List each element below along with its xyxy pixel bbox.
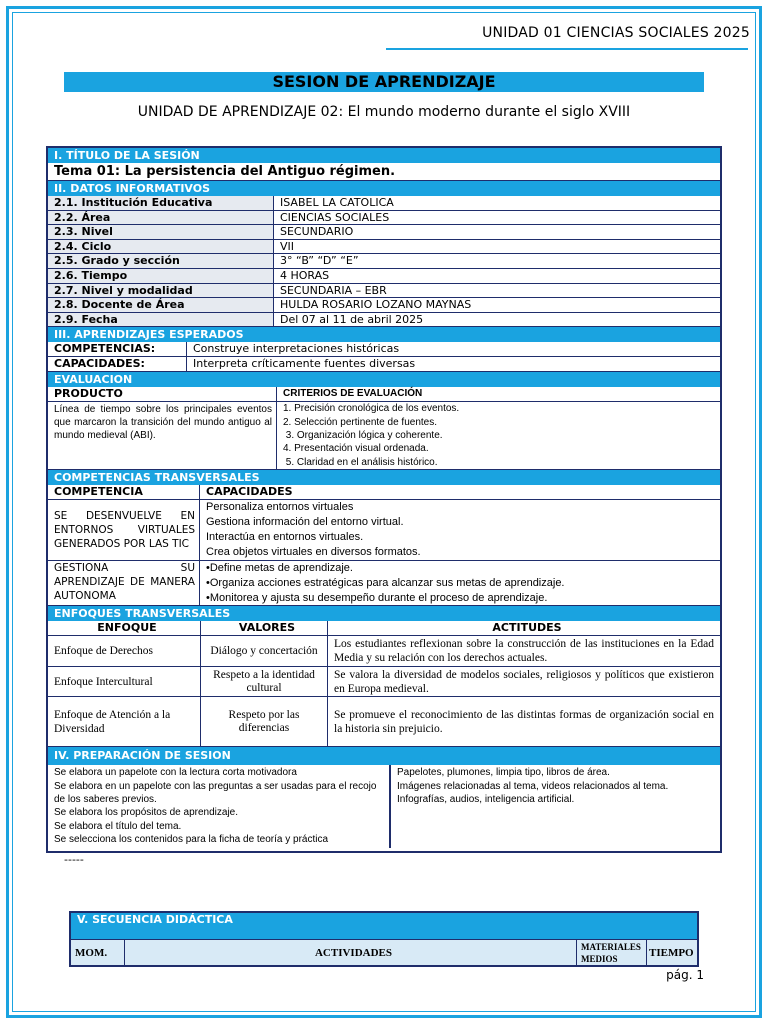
time-header: TIEMPO [649,947,694,959]
preparation-material: Papelotes, plumones, limpia tipo, libros de área. [397,767,610,779]
preparation-heading: IV. PREPARACIÓN DE SESION [48,747,720,765]
capacity-item: Interactúa en entornos virtuales. [206,531,364,544]
capacity-item: Crea objetos virtuales en diversos formatos. [206,546,421,559]
section-learning-heading: III. APRENDIZAJES ESPERADOS [48,327,720,342]
transversal-row [48,561,720,606]
section-title-heading: I. TÍTULO DE LA SESIÓN [48,148,720,163]
info-row [48,269,720,284]
info-label: 2.5. Grado y sección [48,254,274,268]
criterion-item: 5. Claridad en el análisis histórico. [283,456,438,468]
approach-attitudes: Se promueve el reconocimiento de las distintas formas de organización social en la historia sin prejuicio. [334,708,714,735]
learning-label: CAPACIDADES: [48,357,187,371]
section-info-heading: II. DATOS INFORMATIVOS [48,181,720,196]
evaluation-body-row [48,402,720,470]
capacities-list [200,561,565,605]
approaches-header-row [48,621,720,636]
sequence-table [69,911,699,967]
preparation-tasks [48,765,391,848]
preparation-task: Se elabora los propósitos de aprendizaje. [54,807,239,819]
preparation-row [48,765,720,848]
info-row [48,313,720,328]
capacity-item: •Organiza acciones estratégicas para alcanzar sus metas de aprendizaje. [206,577,565,590]
info-row [48,211,720,226]
dashes: ----- [64,853,84,866]
approach-name: Enfoque Intercultural [48,667,201,696]
materials-header-line1: MATERIALES [581,942,641,952]
info-row [48,240,720,255]
approach-row [48,667,720,697]
info-value: SECUNDARIA – EBR [280,283,387,297]
info-row [48,225,720,240]
materials-header-line2: MEDIOS [581,954,618,964]
preparation-materials [391,765,720,848]
capacity-item: •Define metas de aprendizaje. [206,562,353,575]
criterion-item: 4. Presentación visual ordenada. [283,443,429,455]
competence-text: GESTIONA SU APRENDIZAJE DE MANERA AUTONOMA [48,561,200,605]
info-value: 3° “B” “D” “E” [280,254,359,268]
info-label: 2.6. Tiempo [48,269,274,283]
preparation-task: Se selecciona los contenidos para la ficha de teoría y práctica [54,833,329,845]
approaches-heading: ENFOQUES TRANSVERSALES [48,606,720,621]
learning-value: Interpreta críticamente fuentes diversas [193,357,416,371]
session-title: SESION DE APRENDIZAJE [64,72,704,92]
approach-name: Enfoque de Atención a la Diversidad [48,697,201,746]
session-theme: Tema 01: La persistencia del Antiguo régimen. [48,163,720,181]
approach-values: Respeto a la identidad cultural [201,667,328,696]
criterion-item: 2. Selección pertinente de fuentes. [283,416,437,428]
capacities-header: CAPACIDADES [206,485,293,499]
approach-row [48,636,720,667]
page-number: pág. 1 [666,968,704,982]
transversal-competencies-heading: COMPETENCIAS TRANSVERSALES [48,470,720,485]
header-unit-title: UNIDAD 01 CIENCIAS SOCIALES 2025 [482,25,750,41]
unit-subtitle: UNIDAD DE APRENDIZAJE 02: El mundo moderno durante el siglo XVIII [137,104,631,120]
capacity-item: Gestiona información del entorno virtual. [206,516,404,529]
preparation-material: Infografías, audios, inteligencia artificial. [397,793,575,805]
info-value: ISABEL LA CATOLICA [280,196,394,209]
sequence-header-row [71,939,697,965]
info-value: VII [280,239,295,253]
header-rule [386,48,748,50]
info-value: CIENCIAS SOCIALES [280,210,390,224]
values-header: VALORES [201,621,328,635]
preparation-task: Se elabora el título del tema. [54,820,182,832]
transversal-row [48,500,720,561]
preparation-task: Se elabora un papelote con la lectura corta motivadora [54,767,297,779]
materials-header [577,940,647,965]
attitudes-header: ACTITUDES [492,621,562,635]
approach-values: Respeto por las diferencias [201,697,328,746]
transversal-header-row [48,485,720,500]
info-value: 4 HORAS [280,268,330,282]
approach-name: Enfoque de Derechos [48,636,201,666]
competence-header: COMPETENCIA [48,485,200,499]
preparation-material: Imágenes relacionadas al tema, videos relacionados al tema. [397,780,669,792]
approach-rows [48,636,720,747]
info-label: 2.8. Docente de Área [48,298,274,312]
info-label: 2.2. Área [48,211,274,225]
criterion-item: 3. Organización lógica y coherente. [283,429,443,441]
learning-row [48,342,720,357]
info-rows [48,196,720,327]
approach-header: ENFOQUE [48,621,201,635]
approach-attitudes: Se valora la diversidad de modelos sociales, religiosos y políticos que existieron en Europa medieval. [334,668,714,695]
capacity-item: •Monitorea y ajusta su desempeño durante el proceso de aprendizaje. [206,592,548,605]
info-label: 2.7. Nivel y modalidad [48,284,274,298]
sequence-heading: V. SECUENCIA DIDÁCTICA [71,913,697,939]
product-description: Línea de tiempo sobre los principales eventos que marcaron la transición del mundo antiguo al mundo medieval (ABI). [48,402,277,469]
info-row [48,284,720,299]
criterion-item: 1. Precisión cronológica de los eventos. [283,403,460,415]
competence-text: SE DESENVUELVE EN ENTORNOS VIRTUALES GENERADOS POR LAS TIC [48,500,200,560]
criteria-list [277,402,459,469]
approach-values: Diálogo y concertación [201,636,328,666]
product-header: PRODUCTO [48,387,277,401]
learning-rows [48,342,720,372]
info-label: 2.9. Fecha [48,313,274,327]
info-label: 2.1. Institución Educativa [48,196,274,210]
info-row [48,298,720,313]
info-value: HULDA ROSARIO LOZANO MAYNAS [280,298,472,312]
info-value: Del 07 al 11 de abril 2025 [280,312,424,326]
moment-header: MOM. [71,940,125,965]
session-table [46,146,722,853]
info-row [48,254,720,269]
evaluation-header-row [48,387,720,402]
info-value: SECUNDARIO [280,225,354,239]
info-label: 2.3. Nivel [48,225,274,239]
criteria-header: CRITERIOS DE EVALUACIÓN [283,388,423,400]
activities-header: ACTIVIDADES [125,940,577,965]
learning-label: COMPETENCIAS: [48,342,187,356]
info-label: 2.4. Ciclo [48,240,274,254]
approach-attitudes: Los estudiantes reflexionan sobre la construcción de las instituciones en la Edad Media y su relación con los derechos actuales. [334,638,714,665]
learning-value: Construye interpretaciones históricas [193,342,400,356]
capacity-item: Personaliza entornos virtuales [206,501,354,514]
approach-row [48,697,720,747]
evaluation-heading: EVALUACION [48,372,720,387]
capacities-list [200,500,421,560]
info-row [48,196,720,211]
preparation-task: Se elabora en un papelote con las preguntas a ser usadas para el recojo de los saberes previos. [54,780,377,805]
learning-row [48,357,720,372]
